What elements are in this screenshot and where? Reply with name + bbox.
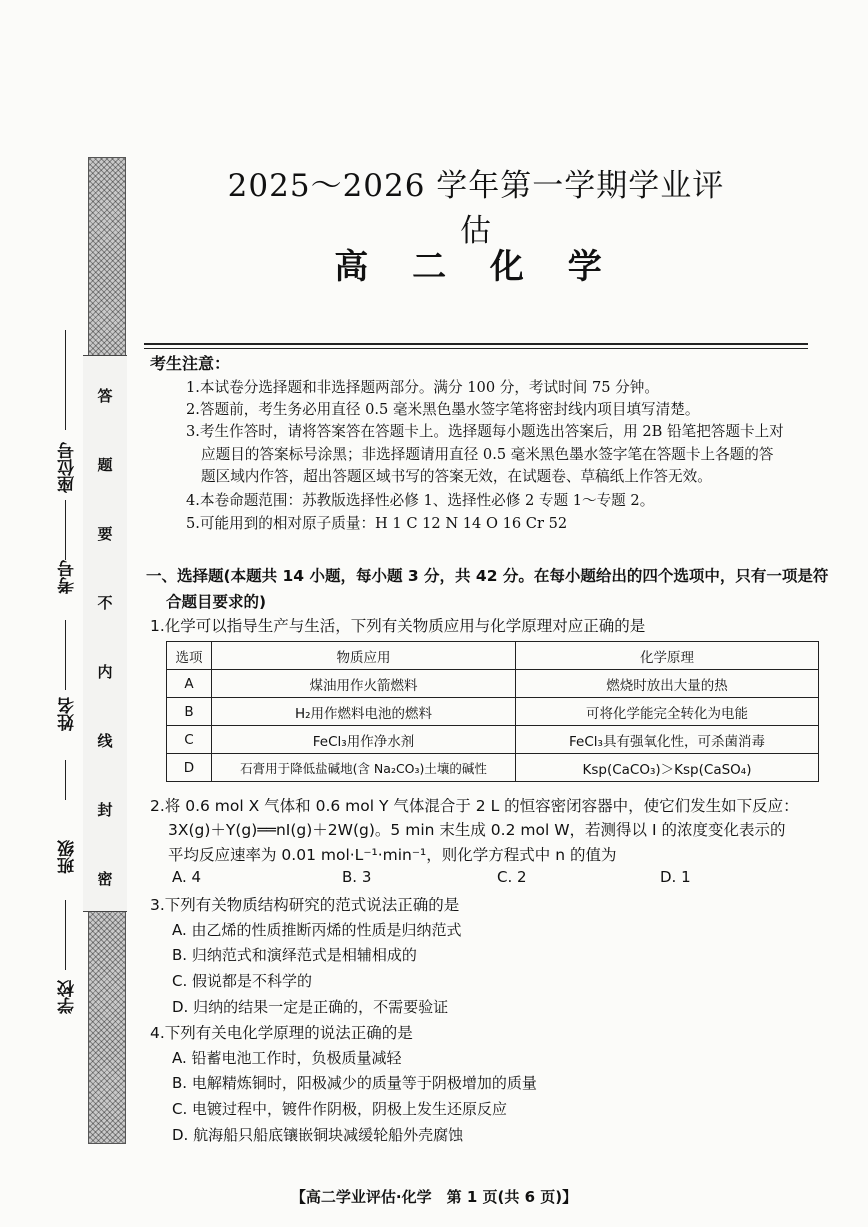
seat-number-label: 座位号 [58, 442, 78, 493]
option: A. 铅蓄电池工作时，负极质量减轻 [172, 1049, 402, 1067]
seal-char: 内 [97, 663, 113, 681]
class-label: 班级 [58, 840, 78, 874]
exam-number-label: 考号 [58, 560, 78, 594]
table-cell: FeCl₃具有强氧化性，可杀菌消毒 [516, 726, 819, 754]
subject-title: 高 二 化 学 [334, 247, 618, 287]
question-stem: 平均反应速率为 0.01 mol·L⁻¹·min⁻¹，则化学方程式中 n 的值为 [168, 846, 617, 864]
table-cell: H₂用作燃料电池的燃料 [212, 698, 516, 726]
divider [144, 348, 808, 349]
question-stem: 3.下列有关物质结构研究的范式说法正确的是 [150, 896, 460, 914]
option: D. 航海船只船底镶嵌铜块减缓轮船外壳腐蚀 [172, 1126, 464, 1144]
seal-char: 要 [97, 525, 113, 543]
table-header: 选项 [167, 642, 212, 670]
fill-line [65, 620, 66, 690]
table-cell: A [167, 670, 212, 698]
question-stem: 4.下列有关电化学原理的说法正确的是 [150, 1024, 413, 1042]
seal-char: 封 [97, 801, 113, 819]
table-cell: Ksp(CaCO₃)＞Ksp(CaSO₄) [516, 754, 819, 782]
seal-char: 密 [97, 870, 113, 888]
option: B. 3 [342, 868, 372, 886]
fill-line [65, 900, 66, 970]
question-stem: 3X(g)＋Y(g)══nI(g)＋2W(g)。5 min 末生成 0.2 mol W，若测得以 I 的浓度变化表示的 [168, 821, 786, 839]
option: C. 电镀过程中，镀件作阴极，阴极上发生还原反应 [172, 1100, 508, 1118]
option: B. 电解精炼铜时，阳极减少的质量等于阴极增加的质量 [172, 1074, 537, 1092]
table-cell: B [167, 698, 212, 726]
option: C. 2 [497, 868, 527, 886]
table-cell: 燃烧时放出大量的热 [516, 670, 819, 698]
table-row [167, 698, 819, 726]
table-row [167, 754, 819, 782]
notice-line: 题区域内作答，超出答题区域书写的答案无效，在试题卷、草稿纸上作答无效。 [201, 468, 712, 485]
seal-char: 不 [97, 594, 113, 612]
fill-line [65, 330, 66, 430]
table-header: 物质应用 [212, 642, 516, 670]
school-label: 学校 [58, 980, 78, 1014]
seal-char: 答 [97, 387, 113, 405]
option: A. 4 [172, 868, 202, 886]
option: C. 假说都是不科学的 [172, 972, 313, 990]
fill-line [65, 760, 66, 800]
table-cell: D [167, 754, 212, 782]
seal-char: 线 [97, 732, 113, 750]
seal-line-area [83, 355, 127, 912]
table-cell: 煤油用作火箭燃料 [212, 670, 516, 698]
name-label: 姓名 [58, 697, 78, 731]
table-cell: 石膏用于降低盐碱地(含 Na₂CO₃)土壤的碱性 [212, 754, 516, 782]
seal-char: 题 [97, 456, 113, 474]
notice-line: 应题目的答案标号涂黑；非选择题请用直径 0.5 毫米黑色墨水签字笔在答题卡上各题的答 [201, 446, 774, 463]
notice-line: 4.本卷命题范围：苏教版选择性必修 1、选择性必修 2 专题 1～专题 2。 [186, 492, 655, 509]
page-footer: 【高二学业评估·化学 第 1 页(共 6 页)】 [290, 1188, 578, 1206]
notice-line: 3.考生作答时，请将答案答在答题卡上。选择题每小题选出答案后，用 2B 铅笔把答题卡上对 [186, 423, 784, 440]
table-header: 化学原理 [516, 642, 819, 670]
option: D. 归纳的结果一定是正确的，不需要验证 [172, 998, 449, 1016]
q1-table [166, 641, 819, 782]
option: B. 归纳范式和演绎范式是相辅相成的 [172, 946, 417, 964]
table-cell: FeCl₃用作净水剂 [212, 726, 516, 754]
notice-line: 1.本试卷分选择题和非选择题两部分。满分 100 分，考试时间 75 分钟。 [186, 379, 659, 396]
option: A. 由乙烯的性质推断丙烯的性质是归纳范式 [172, 921, 462, 939]
section-heading: 一、选择题(本题共 14 小题，每小题 3 分，共 42 分。在每小题给出的四个选项中，只有一项是符 [146, 567, 829, 585]
table-cell: 可将化学能完全转化为电能 [516, 698, 819, 726]
table-header-row [167, 642, 819, 670]
question-stem: 1.化学可以指导生产与生活，下列有关物质应用与化学原理对应正确的是 [150, 617, 646, 635]
table-cell: C [167, 726, 212, 754]
page-title: 2025～2026 学年第一学期学业评估 [227, 168, 725, 249]
divider [144, 343, 808, 345]
fill-line [65, 500, 66, 560]
notice-line: 2.答题前，考生务必用直径 0.5 毫米黑色墨水签字笔将密封线内项目填写清楚。 [186, 401, 700, 418]
option: D. 1 [660, 868, 691, 886]
notice-title: 考生注意： [150, 354, 231, 373]
section-heading: 合题目要求的) [166, 593, 267, 611]
question-stem: 2.将 0.6 mol X 气体和 0.6 mol Y 气体混合于 2 L 的恒容密闭容器中，使它们发生如下反应： [150, 797, 799, 815]
table-row [167, 670, 819, 698]
table-row [167, 726, 819, 754]
notice-line: 5.可能用到的相对原子质量：H 1 C 12 N 14 O 16 Cr 52 [186, 515, 568, 532]
